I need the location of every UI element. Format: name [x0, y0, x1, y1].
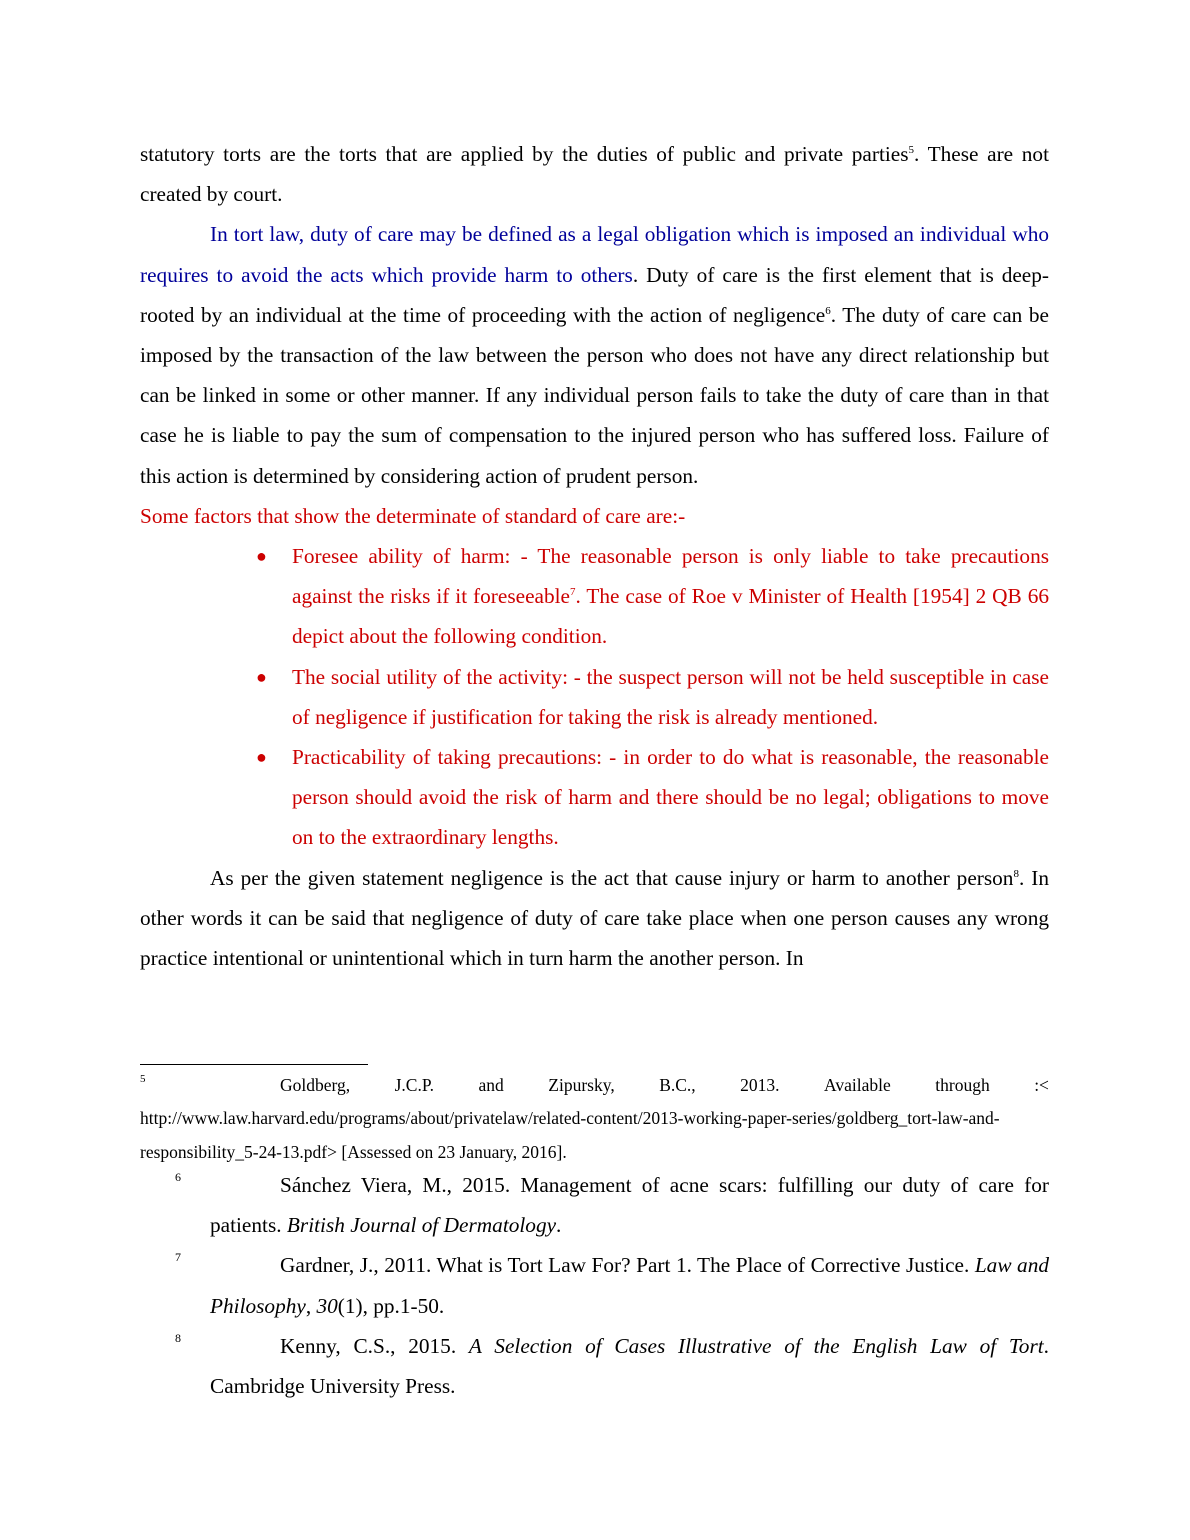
document-body	[140, 134, 1049, 978]
factors-heading: Some factors that show the determinate of standard of care are:-	[140, 503, 686, 528]
footnote-ref-5[interactable]: 5	[908, 143, 915, 156]
list-item: ● The social utility of the activity: - the suspect person will not be held susceptible in case of negligence if justification for taking the risk is already mentioned.	[292, 657, 1049, 737]
bullet-icon: ●	[256, 747, 267, 768]
footnotes-list	[140, 1165, 1049, 1406]
bullet-icon: ●	[256, 666, 267, 687]
footnote-5-url[interactable]: http://www.law.harvard.edu/programs/about/privatelaw/related-content/2013-working-paper-series/goldberg_tort-law-and-responsibility_5-24-13.pdf> [Assessed on 23 January, 2016].	[140, 1108, 1000, 1162]
factors-list	[140, 536, 1049, 858]
paragraph-statutory-torts: statutory torts are the torts that are applied by the duties of public and private parties$^5$. These are not created by court.	[140, 142, 1049, 207]
footnote-number: 7	[175, 1250, 181, 1265]
footnote-number: 6	[175, 1170, 181, 1184]
footnote-ref-7[interactable]: 7	[570, 586, 576, 599]
footnote-ref-6[interactable]: 6	[825, 304, 831, 317]
bullet-icon: ●	[256, 546, 267, 567]
footnote-8: 8 Kenny, C.S., 2015. A Selection of Cases Illustrative of the English Law of Tort. Cambridge University Press.	[140, 1326, 1049, 1406]
footnote-ref-8[interactable]: 8	[1013, 867, 1019, 880]
paragraph-negligence: As per the given statement negligence is the act that cause injury or harm to another person$^8$. In other words it can be said that negligence of duty of care take place when one person causes any wrong practice intentional or unintentional which in turn harm the another person. In	[140, 865, 1050, 971]
footnote-number: 5	[140, 1073, 146, 1085]
footnote-6: 6 Sánchez Viera, M., 2015. Management of acne scars: fulfilling our duty of care for patients. British Journal of Dermatology.	[140, 1165, 1049, 1245]
footnote-7: 7 Gardner, J., 2011. What is Tort Law For? Part 1. The Place of Corrective Justice. Law and Philosophy, 30(1), pp.1-50.	[140, 1245, 1049, 1325]
highlighted-definition: In tort law, duty of care may be defined as a legal obligation which is imposed an individual who requires to avoid the acts which provide harm to others	[140, 222, 1049, 287]
list-item: ● Practicability of taking precautions: - in order to do what is reasonable, the reasonable person should avoid the risk of harm and there should be no legal; obligations to move on to the extraordinary lengths.	[292, 737, 1049, 858]
footnote-separator	[140, 1064, 368, 1065]
footnote-number: 8	[175, 1330, 181, 1345]
paragraph-duty-of-care: In tort law, duty of care may be defined as a legal obligation which is imposed an individual who requires to avoid the acts which provide harm to others. Duty of care is the first element that is deep-rooted by an individual at the time of proceeding with the action of negligence$^6$. The duty of care can be imposed by the transaction of the law between the person who does not have any direct relationship but can be linked in some or other manner. If any individual person fails to take the duty of care than in that case he is liable to pay the sum of compensation to the injured person who has suffered loss. Failure of this action is determined by considering action of prudent person.	[140, 222, 1049, 488]
list-item: ● Foresee ability of harm: - The reasonable person is only liable to take precautions against the risks if it foreseeable$^7$. The case of Roe v Minister of Health [1954] 2 QB 66 depict about the following condition.	[292, 536, 1049, 657]
footnote-5: 5 Goldberg, J.C.P. and Zipursky, B.C., 2013. Available through :< http://www.law.harvard.edu/programs/about/privatelaw/related-content/2013-working-paper-series/goldberg_tort-law-and-responsibility_5-24-13.pdf> [Assessed on 23 January, 2016].	[140, 1069, 1049, 1169]
